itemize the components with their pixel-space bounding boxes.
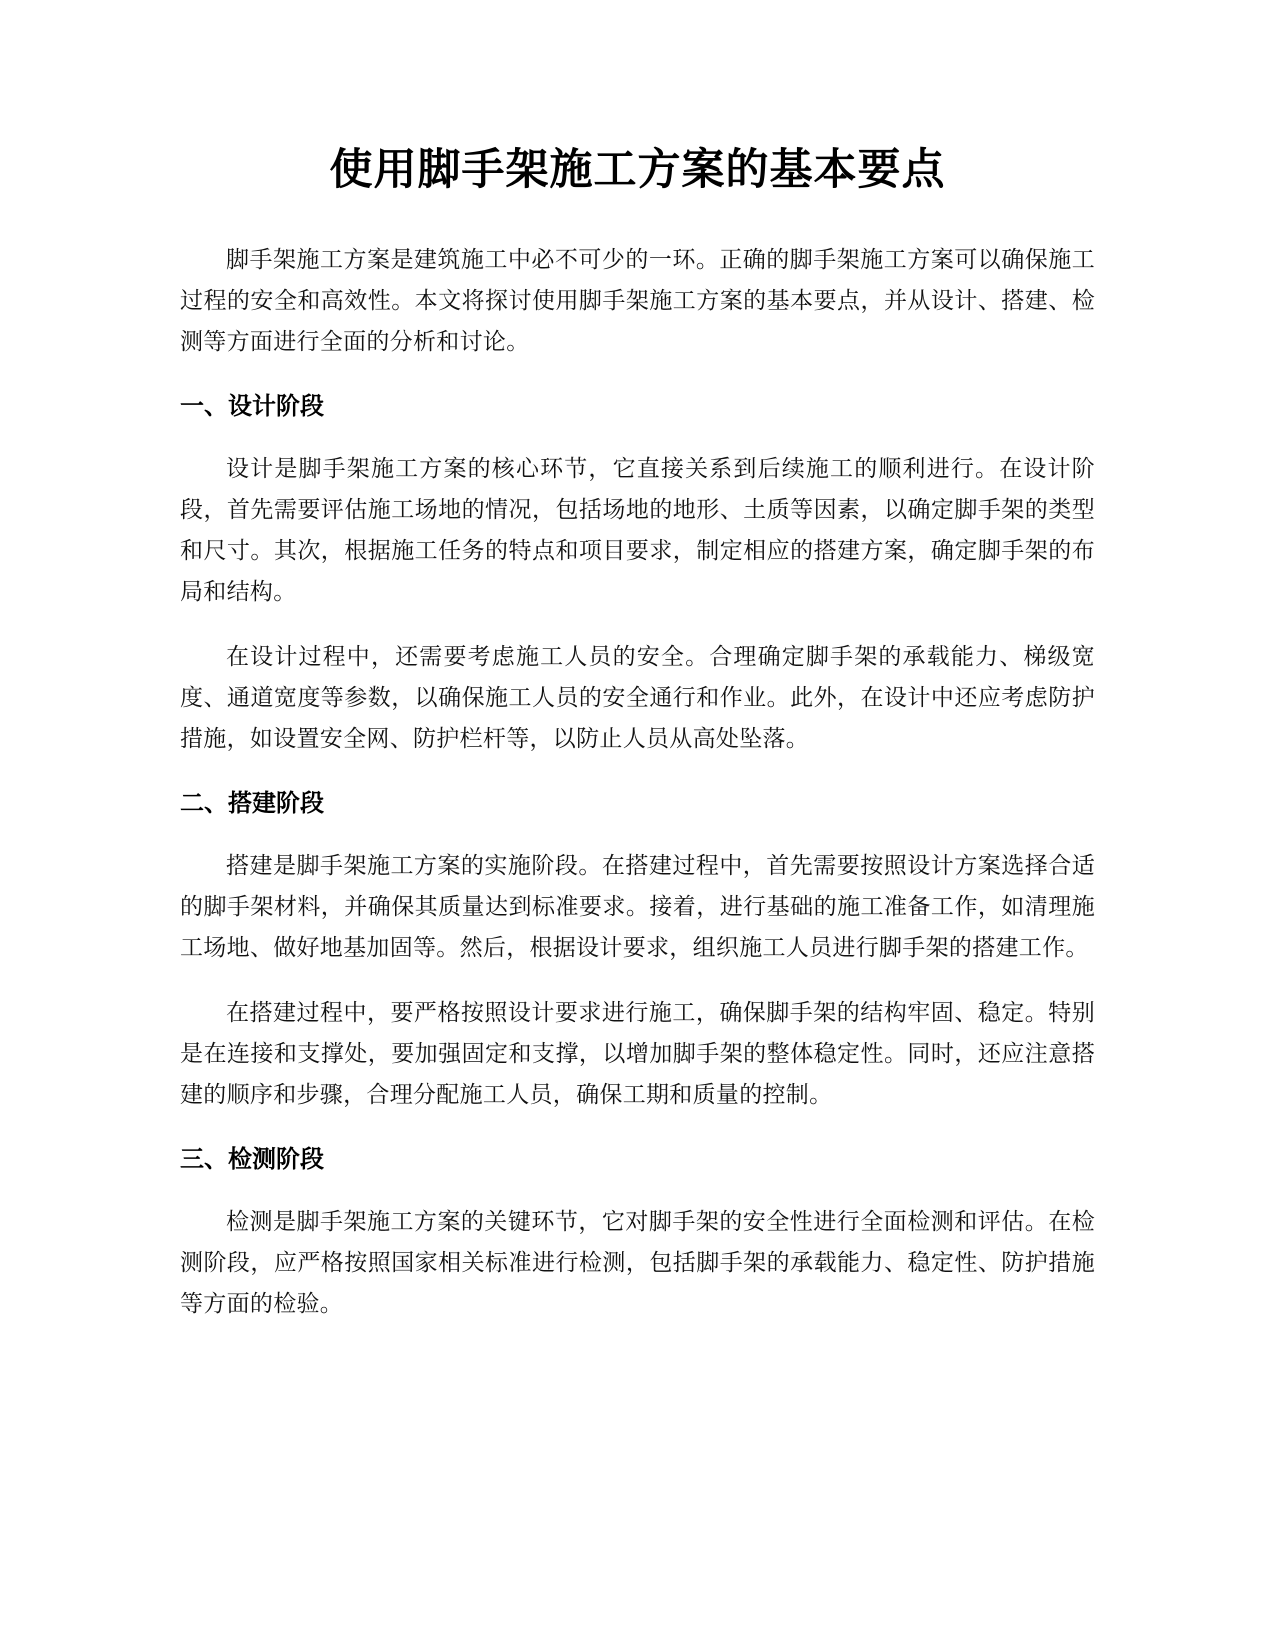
- inspection-paragraph-1: 检测是脚手架施工方案的关键环节，它对脚手架的安全性进行全面检测和评估。在检测阶段，应严格按照国家相关标准进行检测，包括脚手架的承载能力、稳定性、防护措施等方面的检验。: [180, 1209, 1095, 1317]
- intro-paragraph: 脚手架施工方案是建筑施工中必不可少的一环。正确的脚手架施工方案可以确保施工过程的安全和高效性。本文将探讨使用脚手架施工方案的基本要点，并从设计、搭建、检测等方面进行全面的分析和讨论。: [180, 247, 1095, 355]
- section-heading-construction: 二、搭建阶段: [180, 789, 324, 817]
- section-heading-design: 一、设计阶段: [180, 392, 324, 420]
- design-paragraph-1: 设计是脚手架施工方案的核心环节，它直接关系到后续施工的顺利进行。在设计阶段，首先需要评估施工场地的情况，包括场地的地形、土质等因素，以确定脚手架的类型和尺寸。其次，根据施工任务的特点和项目要求，制定相应的搭建方案，确定脚手架的布局和结构。: [180, 456, 1095, 605]
- construction-paragraph-1: 搭建是脚手架施工方案的实施阶段。在搭建过程中，首先需要按照设计方案选择合适的脚手架材料，并确保其质量达到标准要求。接着，进行基础的施工准备工作，如清理施工场地、做好地基加固等。然后，根据设计要求，组织施工人员进行脚手架的搭建工作。: [180, 853, 1095, 961]
- section-heading-inspection: 三、检测阶段: [180, 1145, 324, 1173]
- construction-paragraph-2: 在搭建过程中，要严格按照设计要求进行施工，确保脚手架的结构牢固、稳定。特别是在连接和支撑处，要加强固定和支撑，以增加脚手架的整体稳定性。同时，还应注意搭建的顺序和步骤，合理分配施工人员，确保工期和质量的控制。: [180, 1000, 1095, 1108]
- design-paragraph-2: 在设计过程中，还需要考虑施工人员的安全。合理确定脚手架的承载能力、梯级宽度、通道宽度等参数，以确保施工人员的安全通行和作业。此外，在设计中还应考虑防护措施，如设置安全网、防护栏杆等，以防止人员从高处坠落。: [180, 644, 1095, 752]
- document-title: 使用脚手架施工方案的基本要点: [329, 145, 946, 195]
